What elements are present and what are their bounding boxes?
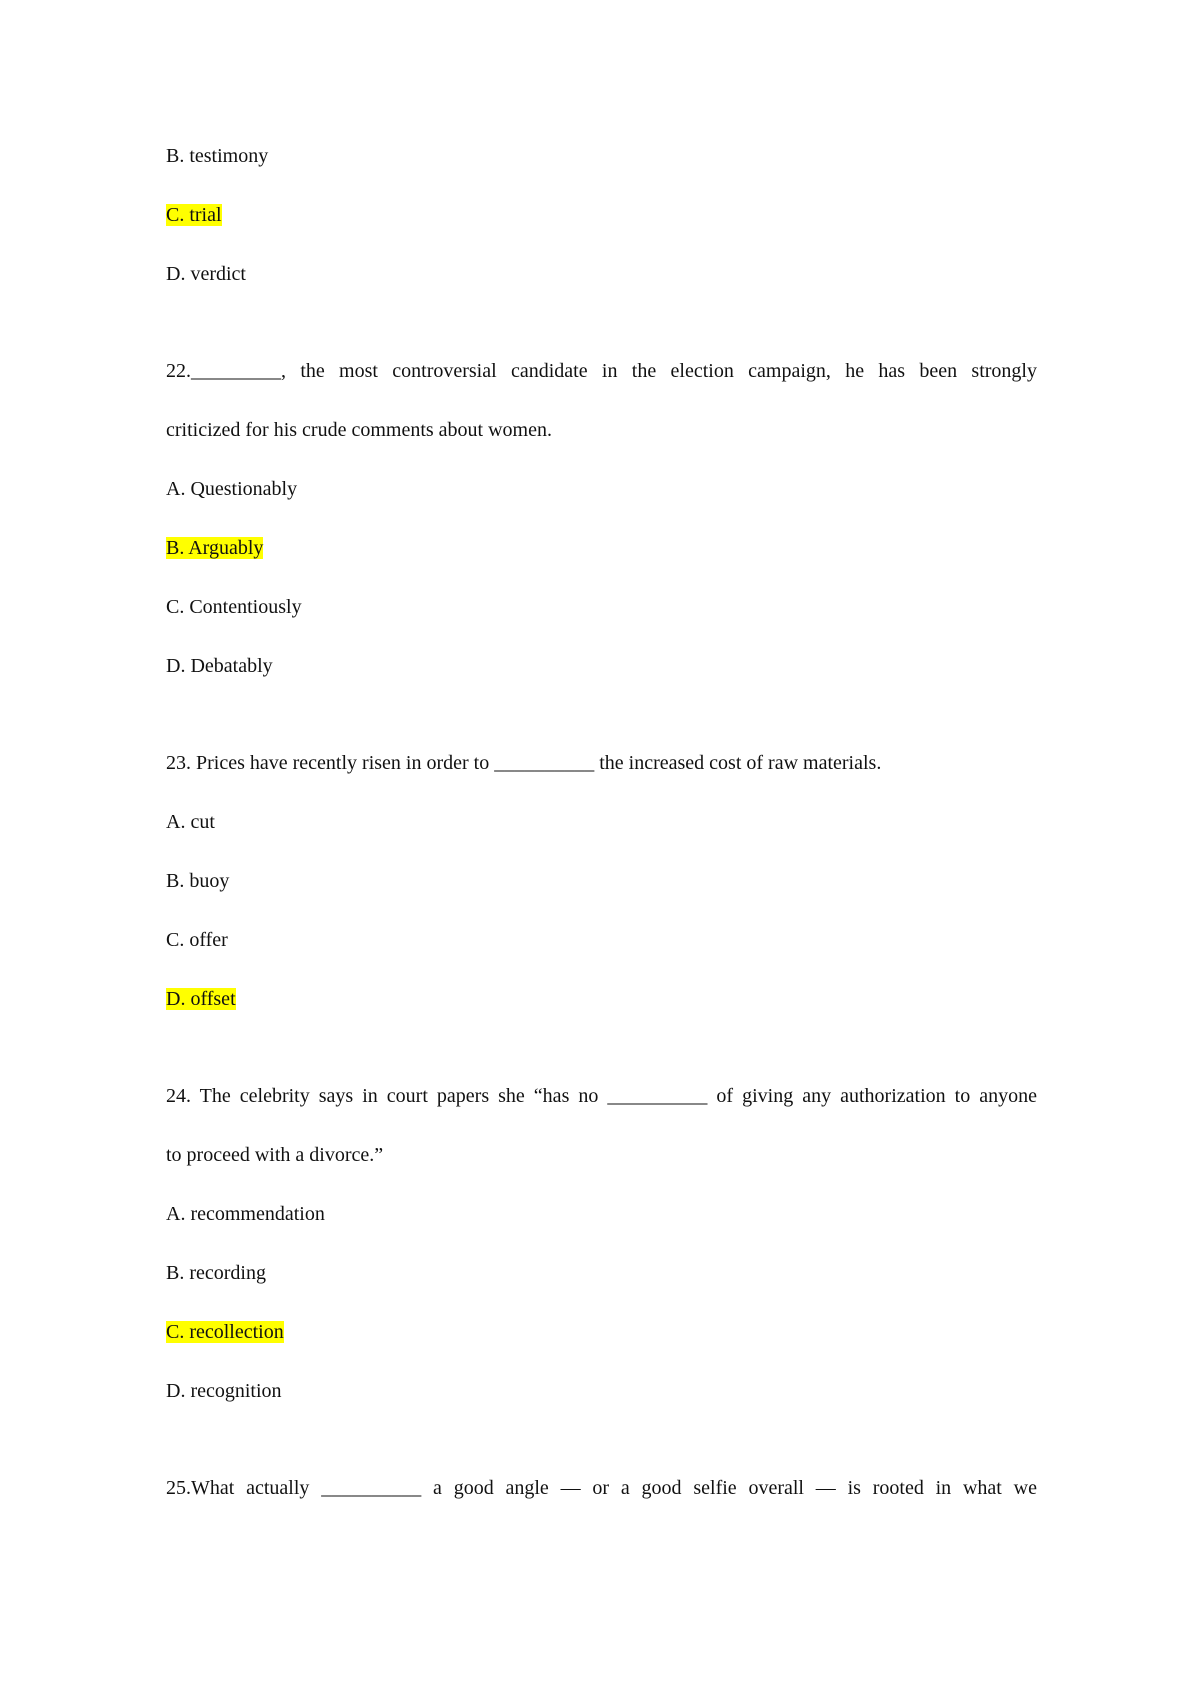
q24-option-d: D. recognition — [166, 1380, 282, 1402]
q24-option-c — [166, 1319, 284, 1345]
q22-stem-line1: 22._________, the most controversial candidate in the election campaign, he has been strongly — [166, 360, 1037, 382]
answer-highlight: D. offset — [166, 988, 236, 1010]
q22-option-c: C. Contentiously — [166, 596, 302, 618]
q24-option-a: A. recommendation — [166, 1203, 325, 1225]
q22-option-d: D. Debatably — [166, 655, 273, 677]
q22-option-a: A. Questionably — [166, 478, 298, 500]
q22-option-b — [166, 535, 263, 561]
q21-option-b: B. testimony — [166, 145, 269, 167]
q24-option-b: B. recording — [166, 1262, 266, 1284]
q23-option-c: C. offer — [166, 929, 228, 951]
q23-option-b: B. buoy — [166, 870, 230, 892]
q24-stem-line2: to proceed with a divorce.” — [166, 1144, 384, 1166]
q23-option-d — [166, 986, 236, 1012]
q21-option-d: D. verdict — [166, 263, 246, 285]
q24-stem-line1: 24. The celebrity says in court papers she “has no __________ of giving any authorization to anyone — [166, 1085, 1037, 1107]
q21-option-c — [166, 202, 222, 228]
answer-highlight: C. recollection — [166, 1321, 284, 1343]
q25-stem-line1: 25.What actually __________ a good angle — or a good selfie overall — is rooted in what we — [166, 1477, 1037, 1499]
answer-highlight: C. trial — [166, 204, 222, 226]
q22-stem-line2: criticized for his crude comments about women. — [166, 419, 552, 441]
q23-option-a: A. cut — [166, 811, 215, 833]
q23-stem-line1: 23. Prices have recently risen in order to __________ the increased cost of raw materials. — [166, 752, 882, 774]
answer-highlight: B. Arguably — [166, 537, 264, 559]
